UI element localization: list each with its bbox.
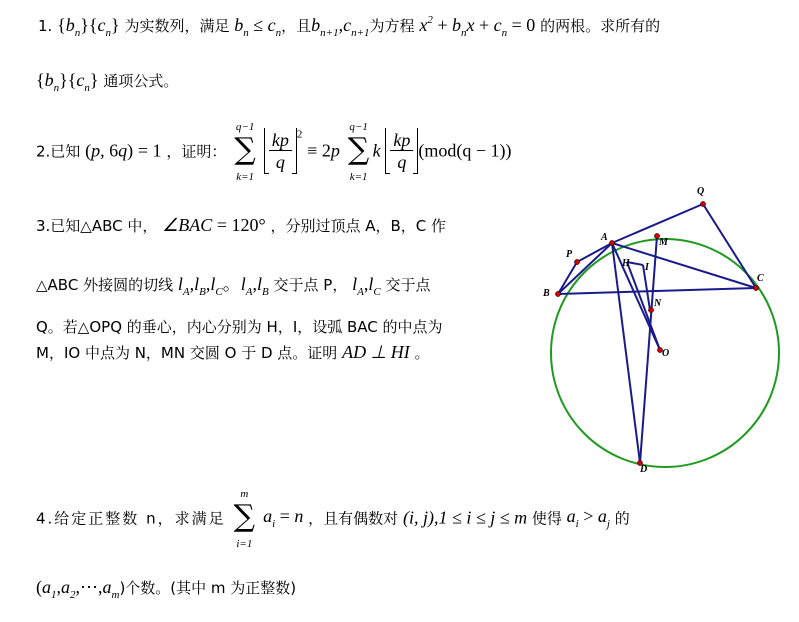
label-O: O: [662, 348, 670, 359]
problem-4-text-a: 4.给定正整数 n，求满足: [36, 509, 226, 528]
problem-3-line-3: [36, 316, 443, 337]
label-C: C: [757, 273, 764, 284]
sum-condition: $a_i = n$: [263, 506, 304, 530]
floor-bracket-1: $\frac{kp}{q}$: [264, 128, 297, 174]
problem-1-number: 1.: [38, 17, 53, 35]
mod-text: (mod(q − 1)): [418, 140, 512, 161]
label-A: A: [601, 232, 608, 243]
label-H: H: [622, 258, 630, 269]
gcd-formula: (p, 6q): [85, 140, 134, 161]
problem-1-text-d: 的两根。求所有的: [540, 17, 661, 35]
seq-b: $\{b_n\}$: [57, 15, 89, 39]
seq-c-2: $\{c_n\}$: [67, 70, 99, 94]
problem-4-line-1: [36, 488, 630, 550]
problem-4-text-c: 使得: [531, 509, 562, 528]
problem-1-line-2: [36, 70, 178, 94]
floor-bracket-2: $\frac{kp}{q}$: [385, 128, 418, 174]
problem-4-line-2: [36, 577, 296, 601]
label-B: B: [543, 288, 550, 299]
line-B-C: [558, 288, 756, 294]
sum-symbol-1: q−1 ∑ k=1: [234, 121, 256, 183]
problem-3-line-2: △ABC 外接圆的切线 $l_A,l_B,l_C$。$l_A,l_B$ 交于点 P， $l_A,l_C$ 交于点: [36, 274, 431, 298]
point-P: [574, 259, 579, 264]
problem-3-line-1: [36, 215, 446, 236]
problem-1-text-c: 为方程: [369, 17, 415, 35]
problem-3-line-4: [36, 342, 430, 363]
inequality: $a_i > a_j$: [566, 506, 610, 530]
problem-3-text-4c: 。: [414, 344, 430, 362]
problem-4-text-b: ，且有偶数对: [308, 509, 399, 528]
label-P: P: [566, 249, 573, 260]
problem-4-text-e: )个数。(其中 m 为正整数): [119, 579, 297, 597]
problem-1-text-a: 为实数列，满足: [124, 17, 230, 35]
problem-3-text-2b: 交于点 P，: [273, 276, 348, 294]
label-Q: Q: [697, 186, 705, 197]
seq-c: $\{c_n\}$: [88, 15, 120, 39]
problem-1-line-1: [38, 14, 660, 39]
line-Q-C: [703, 204, 756, 288]
problem-3-text-1b: ，分别过顶点 A，B，C 作: [270, 217, 447, 235]
label-D: D: [640, 464, 648, 475]
problem-3-text-2a: △ABC 外接圆的切线: [36, 276, 174, 294]
problem-3-text-2c: 交于点: [385, 276, 431, 294]
equation-formula: $x^2 + b_nx + c_n = 0$: [419, 14, 536, 39]
tangents-formula: $l_A,l_B,l_C$: [177, 274, 223, 298]
problem-2-label: 2.已知: [36, 142, 81, 161]
point-A: [609, 240, 614, 245]
point-Q: [700, 201, 705, 206]
point-N: [648, 307, 653, 312]
condition-formula: $b_n \le c_n$: [234, 15, 282, 39]
label-I: I: [645, 262, 649, 273]
problem-2-line: 2.已知 (p, 6q) = 1 ，证明： q−1 ∑ k=1 $\frac{kp}{q}$ $^2$ ≡ 2p q−1 ∑ k=1 k $\frac{kp}{q}$ (mod(q − 1)): [36, 121, 512, 183]
tuple-formula: ($a_1,a_2,\cdots,a_m$: [36, 577, 120, 601]
geometry-figure: [530, 180, 790, 480]
seq-b-2: $\{b_n\}$: [36, 70, 68, 94]
problem-3-text-4a: M，IO 中点为 N，MN 交圆 O 于 D 点。证明: [36, 344, 338, 362]
perpendicular-formula: AD ⊥ HI: [342, 342, 410, 362]
sum-symbol-2: q−1 ∑ k=1: [347, 121, 370, 183]
roots-formula: $b_{n+1},c_{n+1}$: [311, 15, 370, 39]
sum-symbol-3: m ∑ i=1: [233, 488, 256, 550]
point-B: [555, 291, 560, 296]
label-M: M: [659, 237, 668, 248]
angle-formula: ∠BAC = 120°: [162, 215, 266, 235]
problem-3-text-1: 3.已知△ABC 中，: [36, 217, 158, 235]
problem-3-text-3: Q。若△OPQ 的垂心，内心分别为 H，I，设弧 BAC 的中点为: [36, 318, 443, 336]
problem-2-text-a: ，证明：: [166, 142, 227, 161]
problem-1-text-b: ，且: [281, 17, 312, 35]
problem-4-text-d: 的: [614, 509, 630, 528]
gcd-equals: = 1: [137, 140, 162, 161]
pair-condition: (i, j),1 ≤ i ≤ j ≤ m: [402, 507, 528, 528]
problem-1-text-e: 通项公式。: [103, 72, 179, 90]
congruent-sign: ≡ 2: [307, 140, 331, 161]
label-N: N: [654, 298, 662, 309]
point-C: [753, 285, 758, 290]
